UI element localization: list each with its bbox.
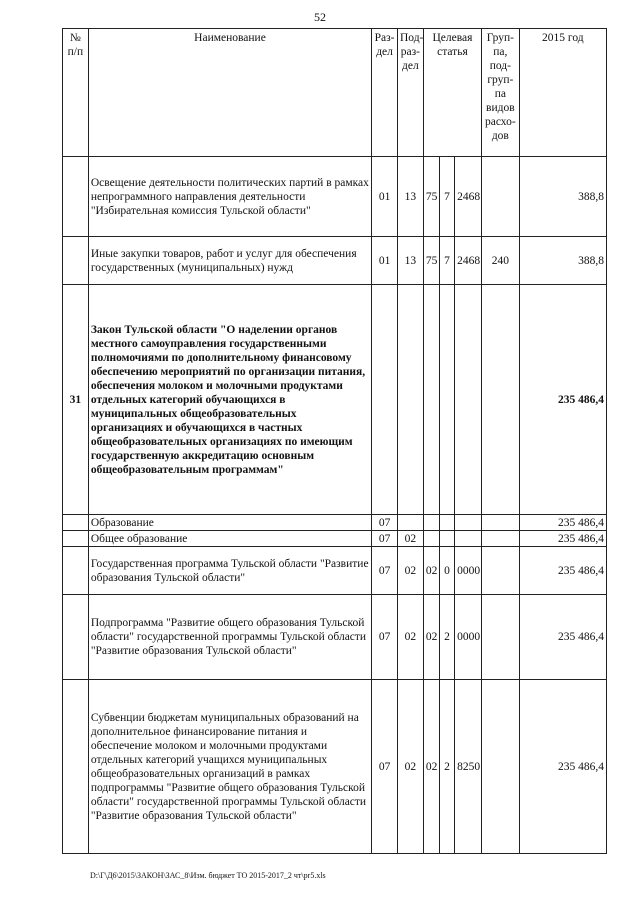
row-target-direction xyxy=(455,285,482,515)
row-amount: 235 486,4 xyxy=(519,595,606,680)
row-amount: 235 486,4 xyxy=(519,515,606,531)
row-number xyxy=(63,531,89,547)
row-target-subprogram: 7 xyxy=(439,157,454,237)
header-razdel: Раз- дел xyxy=(372,29,398,157)
row-razdel: 07 xyxy=(372,680,398,854)
table-row xyxy=(63,531,607,547)
table-row xyxy=(63,680,607,854)
row-number xyxy=(63,515,89,531)
row-group: 240 xyxy=(482,237,520,285)
row-group xyxy=(482,680,520,854)
row-target-direction: 0000 xyxy=(455,595,482,680)
row-amount: 235 486,4 xyxy=(519,531,606,547)
file-path-footer: D:\Г\Д6\2015\ЗАКОН\ЗАС_8\Изм. бюджет ТО 2015-2017_2 чт\pr5.xls xyxy=(90,871,326,880)
header-target: Целевая статья xyxy=(423,29,481,157)
row-razdel: 07 xyxy=(372,595,398,680)
header-row xyxy=(63,29,607,157)
page-number: 52 xyxy=(314,10,326,24)
row-group xyxy=(482,547,520,595)
row-amount: 388,8 xyxy=(519,237,606,285)
row-name: Государственная программа Тульской области "Развитие образования Тульской области" xyxy=(88,547,371,595)
row-name: Подпрограмма "Развитие общего образования Тульской области" государственной программы Тульской области "Развитие образования Тульской области" xyxy=(88,595,371,680)
row-podrazdel: 13 xyxy=(397,237,423,285)
row-razdel: 01 xyxy=(372,237,398,285)
row-name: Субвенции бюджетам муниципальных образований на дополнительное финансирование питания и обеспечение молоком и молочными продуктами отдельных категорий учащихся муниципальных общеобразовательных организаций в рамках подпрограммы "Развитие общего образования Тульской области" государственной программы Тульской области "Развитие образования Тульской области" xyxy=(88,680,371,854)
header-year: 2015 год xyxy=(519,29,606,157)
row-number xyxy=(63,237,89,285)
row-target-direction: 2468 xyxy=(455,237,482,285)
budget-table xyxy=(62,28,607,854)
row-razdel: 07 xyxy=(372,515,398,531)
row-name: Образование xyxy=(88,515,371,531)
row-amount: 235 486,4 xyxy=(519,547,606,595)
row-target-program: 02 xyxy=(423,547,439,595)
row-name: Освещение деятельности политических партий в рамках непрограммного направления деятельности "Избирательная комиссия Тульской области" xyxy=(88,157,371,237)
row-group xyxy=(482,157,520,237)
row-name: Закон Тульской области "О наделении органов местного самоуправления государственными полномочиями по дополнительному финансовому обеспечению мероприятий по организации питания, обеспечения молоком и молочными продуктами отдельных категорий обучающихся в муниципальных общеобразовательных организациях и обучающихся в частных общеобразовательных организациях по имеющим государственную аккредитацию основным общеобразовательным программам" xyxy=(88,285,371,515)
table-row xyxy=(63,547,607,595)
row-podrazdel: 13 xyxy=(397,157,423,237)
row-amount: 235 486,4 xyxy=(519,285,606,515)
row-target-subprogram xyxy=(439,515,454,531)
row-target-direction: 8250 xyxy=(455,680,482,854)
row-target-direction: 0000 xyxy=(455,547,482,595)
row-target-program xyxy=(423,531,439,547)
row-target-subprogram: 2 xyxy=(439,680,454,854)
row-razdel: 07 xyxy=(372,547,398,595)
row-target-program: 75 xyxy=(423,157,439,237)
row-podrazdel xyxy=(397,515,423,531)
header-podrazdel: Под- раз- дел xyxy=(397,29,423,157)
row-target-subprogram xyxy=(439,531,454,547)
row-target-program xyxy=(423,285,439,515)
row-number xyxy=(63,595,89,680)
row-target-program: 02 xyxy=(423,680,439,854)
row-number xyxy=(63,157,89,237)
row-target-direction xyxy=(455,515,482,531)
row-amount: 388,8 xyxy=(519,157,606,237)
row-target-subprogram: 0 xyxy=(439,547,454,595)
row-podrazdel: 02 xyxy=(397,547,423,595)
table-row xyxy=(63,237,607,285)
table-row xyxy=(63,515,607,531)
row-target-direction xyxy=(455,531,482,547)
row-group xyxy=(482,595,520,680)
row-target-subprogram: 7 xyxy=(439,237,454,285)
row-razdel: 01 xyxy=(372,157,398,237)
header-name: Наименование xyxy=(88,29,371,157)
row-amount: 235 486,4 xyxy=(519,680,606,854)
table-row-law xyxy=(63,285,607,515)
row-razdel: 07 xyxy=(372,531,398,547)
row-target-subprogram: 2 xyxy=(439,595,454,680)
row-target-subprogram xyxy=(439,285,454,515)
row-target-program: 75 xyxy=(423,237,439,285)
row-name: Иные закупки товаров, работ и услуг для обеспечения государственных (муниципальных) нужд xyxy=(88,237,371,285)
row-target-program: 02 xyxy=(423,595,439,680)
header-num: № п/п xyxy=(63,29,89,157)
row-target-direction: 2468 xyxy=(455,157,482,237)
row-number xyxy=(63,547,89,595)
row-target-program xyxy=(423,515,439,531)
row-podrazdel: 02 xyxy=(397,680,423,854)
row-podrazdel: 02 xyxy=(397,531,423,547)
header-group: Груп- па, под- груп- па видов расхо- дов xyxy=(482,29,520,157)
row-podrazdel: 02 xyxy=(397,595,423,680)
row-number: 31 xyxy=(63,285,89,515)
row-name: Общее образование xyxy=(88,531,371,547)
row-group xyxy=(482,285,520,515)
row-group xyxy=(482,515,520,531)
table-row xyxy=(63,595,607,680)
row-razdel xyxy=(372,285,398,515)
row-number xyxy=(63,680,89,854)
row-podrazdel xyxy=(397,285,423,515)
row-group xyxy=(482,531,520,547)
table-row xyxy=(63,157,607,237)
